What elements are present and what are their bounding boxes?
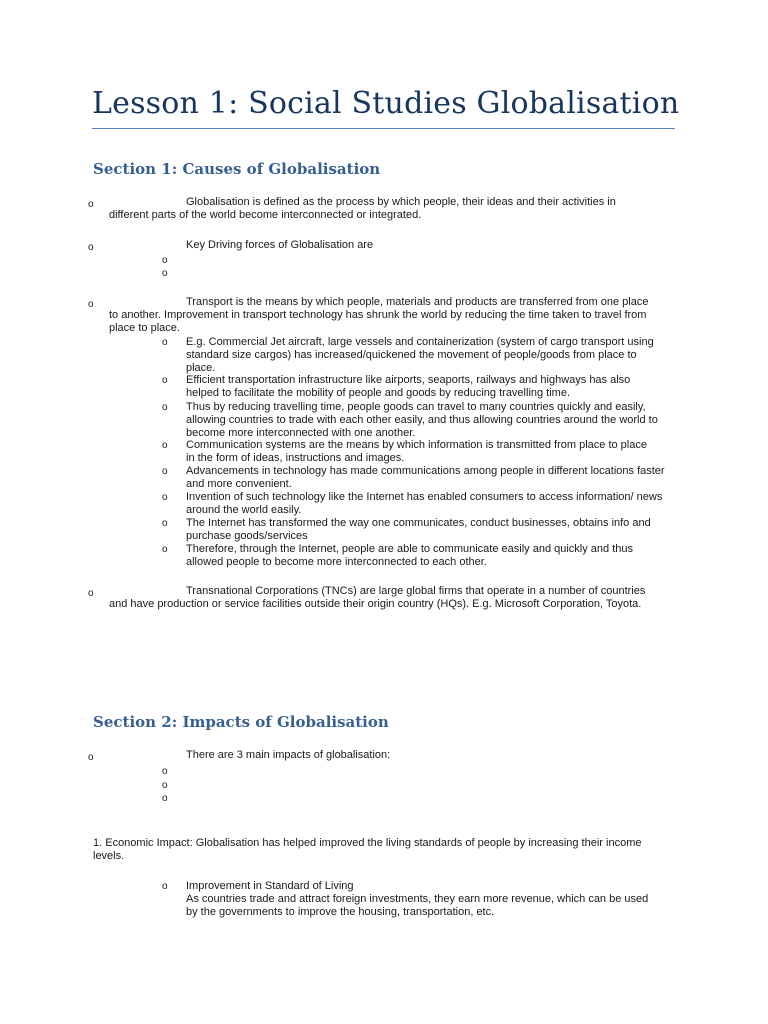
empty-sub-bullet: o (162, 255, 168, 266)
bullet-marker: o (88, 588, 94, 599)
empty-sub-bullet: o (162, 268, 168, 279)
sub-item-internet-invention: Invention of such technology like the Internet has enabled consumers to access information/ news around the world easily. (186, 491, 663, 516)
bullet-marker: o (88, 242, 94, 253)
sub-item-therefore: Therefore, through the Internet, people are able to communicate easily and quickly and thus allowed people to become more interconnected to each other. (186, 543, 633, 568)
paragraph-definition-text: Globalisation is defined as the process by which people, their ideas and their activities in different parts of the world become interconnected or integrated. (109, 196, 616, 221)
sub-bullet-marker: o (162, 881, 168, 892)
sub-bullet-marker: o (162, 375, 168, 386)
bullet-marker: o (88, 299, 94, 310)
title-underline (92, 128, 675, 129)
sub-item-internet-transformed: The Internet has transformed the way one communicates, conduct businesses, obtains info and purchase goods/services (186, 517, 651, 542)
sub-item-advancements: Advancements in technology has made communications among people in different locations faster and more convenient. (186, 465, 665, 490)
sub-bullet-marker: o (162, 466, 168, 477)
paragraph-economic-impact: 1. Economic Impact: Globalisation has helped improved the living standards of people by increasing their income levels. (93, 837, 642, 862)
sub-item-travelling-time: Thus by reducing travelling time, people goods can travel to many countries quickly and easily, allowing countries to trade with each other easily, and thus allowing countries around the world to become more interconnected with one another. (186, 401, 658, 439)
sub-bullet-marker: o (162, 492, 168, 503)
sub-bullet-marker: o (162, 440, 168, 451)
paragraph-definition (109, 196, 654, 222)
sub-item-infrastructure: Efficient transportation infrastructure like airports, seaports, railways and highways has also helped to facilitate the mobility of people and goods by reducing travelling time. (186, 374, 631, 399)
sub-bullet-marker: o (162, 337, 168, 348)
sub-item-communication-systems: Communication systems are the means by which information is transmitted from place to place in the form of ideas, instructions and images. (186, 439, 647, 464)
sub-item-standard-of-living-text: As countries trade and attract foreign investments, they earn more revenue, which can be used by the governments to improve the housing, transportation, etc. (186, 893, 649, 918)
bullet-marker: o (88, 752, 94, 763)
paragraph-tncs (109, 585, 649, 611)
sub-item-commercial-jet: E.g. Commercial Jet aircraft, large vessels and containerization (system of cargo transport using standard size cargos) has increased/quickened the movement of people/goods from place to place. (186, 336, 654, 374)
bullet-marker: o (88, 199, 94, 210)
paragraph-transport (109, 296, 654, 335)
sub-bullet-marker: o (162, 544, 168, 555)
lesson-title: Lesson 1: Social Studies Globalisation (92, 86, 680, 121)
section-2-heading: Section 2: Impacts of Globalisation (93, 713, 389, 731)
empty-sub-bullet: o (162, 780, 168, 791)
sub-bullet-marker: o (162, 402, 168, 413)
sub-item-standard-of-living-title: Improvement in Standard of Living (186, 880, 354, 892)
paragraph-three-impacts (109, 749, 654, 762)
empty-sub-bullet: o (162, 766, 168, 777)
empty-sub-bullet: o (162, 793, 168, 804)
paragraph-driving-forces-text: Key Driving forces of Globalisation are (186, 239, 374, 251)
sub-item-standard-of-living (186, 880, 661, 919)
sub-bullet-marker: o (162, 518, 168, 529)
paragraph-driving-forces (109, 239, 654, 252)
section-1-heading: Section 1: Causes of Globalisation (93, 160, 381, 178)
paragraph-transport-text: Transport is the means by which people, materials and products are transferred from one place to another. Improvement in transport technology has shrunk the world by reducing the time taken to travel from place to place. (109, 296, 649, 334)
paragraph-three-impacts-text: There are 3 main impacts of globalisation: (186, 749, 391, 761)
paragraph-tncs-text: Transnational Corporations (TNCs) are large global firms that operate in a number of countries and have production or service facilities outside their origin country (HQs). E.g. Microsoft Corporation, Toyota. (109, 585, 646, 610)
